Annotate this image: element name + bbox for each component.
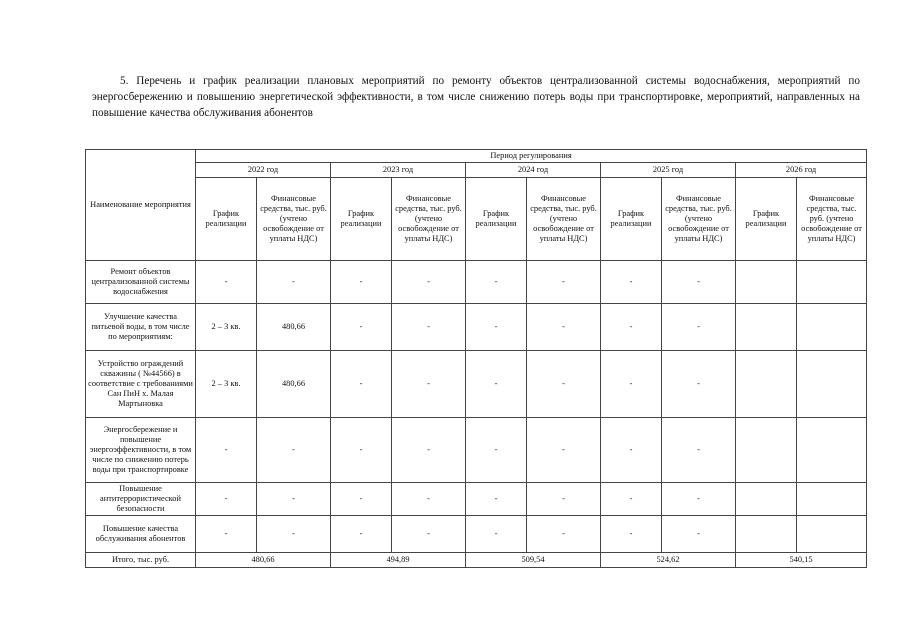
table-cell: -	[392, 304, 466, 351]
table-cell: -	[601, 516, 662, 553]
row-name: Улучшение качества питьевой воды, в том числе по мероприятиям:	[86, 304, 196, 351]
table-cell: -	[601, 418, 662, 483]
total-value: 494,89	[331, 553, 466, 568]
table-row	[86, 304, 867, 351]
plan-table	[85, 149, 867, 568]
table-cell: -	[466, 304, 527, 351]
table-row	[86, 351, 867, 418]
table-row	[86, 483, 867, 516]
finance-header: Финансовые средства, тыс. руб. (учтено освобождение от уплаты НДС)	[797, 178, 867, 261]
table-cell: -	[257, 516, 331, 553]
table-cell: -	[527, 516, 601, 553]
table-cell	[736, 483, 797, 516]
table-cell: 480,66	[257, 351, 331, 418]
table-cell: -	[662, 516, 736, 553]
table-cell: -	[466, 418, 527, 483]
finance-header: Финансовые средства, тыс. руб. (учтено освобождение от уплаты НДС)	[662, 178, 736, 261]
table-cell: 480,66	[257, 304, 331, 351]
table-cell: -	[392, 351, 466, 418]
finance-header: Финансовые средства, тыс. руб. (учтено освобождение от уплаты НДС)	[527, 178, 601, 261]
table-cell	[736, 418, 797, 483]
year-header: 2022 год	[196, 163, 331, 178]
table-cell: -	[527, 351, 601, 418]
table-cell: -	[662, 483, 736, 516]
year-header: 2023 год	[331, 163, 466, 178]
table-cell: -	[331, 418, 392, 483]
table-cell: -	[601, 483, 662, 516]
table-cell	[797, 304, 867, 351]
table-cell: -	[331, 351, 392, 418]
finance-header: Финансовые средства, тыс. руб. (учтено освобождение от уплаты НДС)	[392, 178, 466, 261]
table-cell	[797, 516, 867, 553]
table-cell: -	[662, 304, 736, 351]
schedule-header: График реализации	[601, 178, 662, 261]
table-cell: -	[392, 483, 466, 516]
total-label: Итого, тыс. руб.	[86, 553, 196, 568]
year-header: 2026 год	[736, 163, 867, 178]
table-cell: -	[331, 483, 392, 516]
table-cell: -	[196, 261, 257, 304]
table-row	[86, 516, 867, 553]
table-cell: -	[331, 516, 392, 553]
table-cell	[736, 304, 797, 351]
table-cell: -	[392, 418, 466, 483]
year-header: 2024 год	[466, 163, 601, 178]
table-cell: -	[196, 516, 257, 553]
table-cell	[736, 516, 797, 553]
table-cell: -	[257, 418, 331, 483]
table-cell: -	[196, 418, 257, 483]
finance-header: Финансовые средства, тыс. руб. (учтено освобождение от уплаты НДС)	[257, 178, 331, 261]
table-cell	[797, 261, 867, 304]
schedule-header: График реализации	[466, 178, 527, 261]
total-value: 509,54	[466, 553, 601, 568]
table-cell: -	[392, 516, 466, 553]
table-cell: -	[601, 261, 662, 304]
table-cell	[736, 261, 797, 304]
table-cell: -	[527, 261, 601, 304]
table-cell: -	[392, 261, 466, 304]
row-name: Повышение антитеррористической безопасности	[86, 483, 196, 516]
section-heading: 5. Перечень и график реализации плановых мероприятий по ремонту объектов централизованной системы водоснабжения, мероприятий по энергосбережению и повышению энергетической эффективности, в том числе снижению потерь воды при транспортировке, мероприятий, направленных на повышение качества обслуживания абонентов	[92, 75, 860, 120]
table-cell: 2 – 3 кв.	[196, 351, 257, 418]
table-cell	[797, 351, 867, 418]
row-name: Энергосбережение и повышение энергоэффективности, в том числе по снижению потерь воды при транспортировке	[86, 418, 196, 483]
table-cell: -	[331, 261, 392, 304]
table-cell: -	[257, 261, 331, 304]
table-cell: -	[466, 261, 527, 304]
schedule-header: График реализации	[196, 178, 257, 261]
table-cell: -	[527, 483, 601, 516]
total-value: 540,15	[736, 553, 867, 568]
table-cell: -	[527, 304, 601, 351]
total-value: 480,66	[196, 553, 331, 568]
table-cell	[736, 351, 797, 418]
table-cell: -	[527, 418, 601, 483]
table-cell: -	[466, 483, 527, 516]
table-cell: -	[331, 304, 392, 351]
row-name: Ремонт объектов централизованной системы водоснабжения	[86, 261, 196, 304]
period-header: Период регулирования	[196, 150, 867, 163]
row-name: Устройство ограждений скважины ( №44566) в соответствие с требованиями Сан ПиН х. Малая Мартыновка	[86, 351, 196, 418]
total-row	[86, 553, 867, 568]
row-name: Повышение качества обслуживания абонентов	[86, 516, 196, 553]
table-cell: -	[601, 351, 662, 418]
table-cell: -	[601, 304, 662, 351]
table-cell: 2 – 3 кв.	[196, 304, 257, 351]
table-cell: -	[196, 483, 257, 516]
year-header: 2025 год	[601, 163, 736, 178]
table-cell: -	[662, 351, 736, 418]
table-row	[86, 418, 867, 483]
schedule-header: График реализации	[736, 178, 797, 261]
table-cell: -	[662, 261, 736, 304]
total-value: 524,62	[601, 553, 736, 568]
table-cell: -	[466, 516, 527, 553]
table-row	[86, 261, 867, 304]
table-cell	[797, 483, 867, 516]
name-column-header: Наименование мероприятия	[86, 150, 196, 261]
table-cell: -	[662, 418, 736, 483]
schedule-header: График реализации	[331, 178, 392, 261]
table-cell	[797, 418, 867, 483]
table-cell: -	[257, 483, 331, 516]
table-cell: -	[466, 351, 527, 418]
